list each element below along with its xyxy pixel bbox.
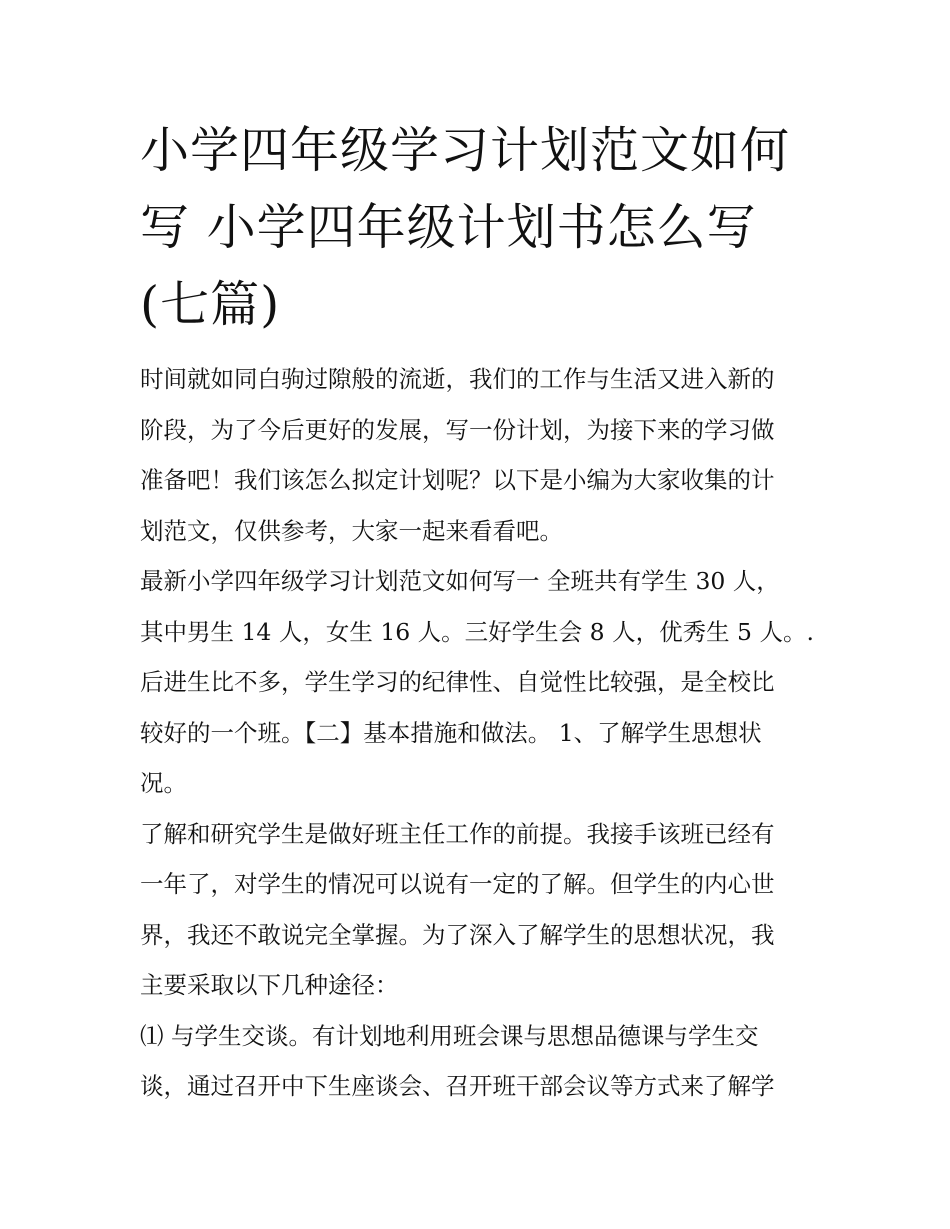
title-line: 写 小学四年级计划书怎么写 [140,199,757,256]
text-line: 后进生比不多，学生学习的纪律性、自觉性比较强，是全校比 [140,668,775,696]
text-line: 一年了，对学生的情况可以说有一定的了解。但学生的内心世 [140,870,775,898]
text-line: 主要采取以下几种途径： [140,971,399,999]
text-line: 划范文，仅供参考，大家一起来看看吧。 [140,516,563,545]
text-line: 其中男生 14 人，女生 16 人。三好学生会 8 人，优秀生 5 人。. [140,617,814,646]
text-line: ⑴ 与学生交谈。有计划地利用班会课与思想品德课与学生交 [140,1021,759,1050]
text-line: 界，我还不敢说完全掌握。为了深入了解学生的思想状况，我 [140,920,775,949]
text-line: 准备吧！我们该怎么拟定计划呢？以下是小编为大家收集的计 [140,466,775,494]
intro-paragraph [140,354,812,556]
understanding-students-paragraph [140,809,812,1011]
title-line: 小学四年级学习计划范文如何 [140,122,791,179]
document-page [140,112,812,1112]
title-line: (七篇) [140,276,281,333]
text-line: 况。 [140,769,187,797]
text-line: 谈，通过召开中下生座谈会、召开班干部会议等方式来了解学 [140,1072,775,1100]
text-line: 阶段，为了今后更好的发展，写一份计划，为接下来的学习做 [140,415,775,444]
class-overview-paragraph [140,556,812,809]
talk-with-students-paragraph [140,1011,812,1112]
text-line: 较好的一个班。【二】基本措施和做法。 1、了解学生思想状 [140,718,762,747]
document-body [140,354,812,1112]
text-line: 时间就如同白驹过隙般的流逝，我们的工作与生活又进入新的 [140,365,775,393]
document-title [140,112,812,343]
text-line: 了解和研究学生是做好班主任工作的前提。我接手该班已经有 [140,819,775,848]
text-line: 最新小学四年级学习计划范文如何写一 全班共有学生 30 人， [140,567,780,595]
